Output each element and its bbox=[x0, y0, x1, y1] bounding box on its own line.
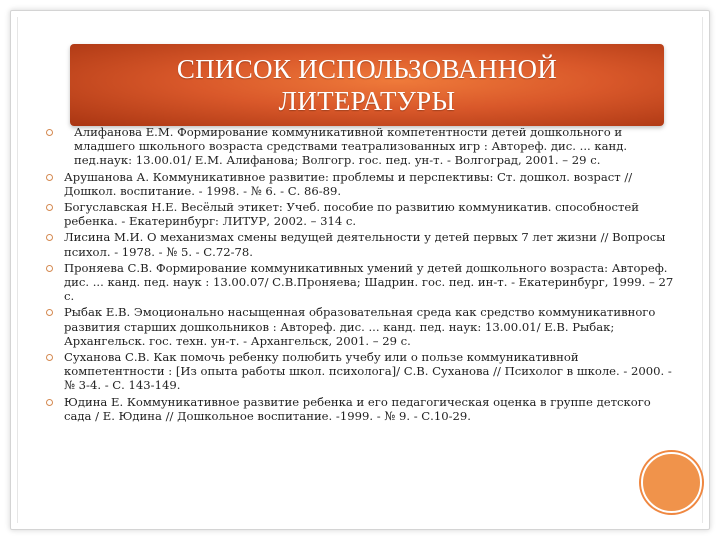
title-banner bbox=[70, 44, 664, 126]
reference-list bbox=[40, 125, 680, 425]
bullet-circle-icon bbox=[46, 354, 53, 361]
reference-item bbox=[40, 350, 680, 393]
reference-text: Арушанова А. Коммуникативное развитие: проблемы и перспективы: Ст. дошкол. возраст // Дошкол. воспитание. - 1998. - № 6. - С. 86-89. bbox=[64, 169, 633, 198]
reference-text: Алифанова Е.М. Формирование коммуникативной компетентности детей дошкольного и младшего школьного возраста средствами театрализованных игр : Автореф. дис. ... канд. пед.наук: 13.00.01/ Е.М. Алифанова; Волгогр. гос. пед. ун-т. - Волгоград, 2001. – 29 с. bbox=[74, 125, 628, 168]
reference-text: Лисина М.И. О механизмах смены ведущей деятельности у детей первых 7 лет жизни // Вопросы психол. - 1978. - № 5. - С.72-78. bbox=[64, 230, 666, 259]
bullet-circle-icon bbox=[46, 129, 53, 136]
reference-item bbox=[40, 395, 680, 423]
bullet-circle-icon bbox=[46, 234, 53, 241]
reference-text: Богуславская Н.Е. Весёлый этикет: Учеб. пособие по развитию коммуникатив. способностей ребенка. - Екатеринбург: ЛИТУР, 2002. – 314 с. bbox=[64, 200, 639, 229]
reference-item bbox=[40, 125, 680, 168]
bullet-circle-icon bbox=[46, 265, 53, 272]
bullet-circle-icon bbox=[46, 399, 53, 406]
reference-item bbox=[40, 230, 680, 258]
bullet-circle-icon bbox=[46, 309, 53, 316]
reference-item bbox=[40, 305, 680, 348]
reference-text: Суханова С.В. Как помочь ребенку полюбить учебу или о пользе коммуникативной компетентности : [Из опыта работы школ. психолога]/ С.В. Суханова // Психолог в школе. - 2000. - № 3-4. - С. 143-149. bbox=[64, 350, 672, 393]
reference-item bbox=[40, 170, 680, 198]
reference-item bbox=[40, 200, 680, 228]
reference-text: Проняева С.В. Формирование коммуникативных умений у детей дошкольного возраста: Автореф. дис. ... канд. пед. наук : 13.00.07/ С.В.Проняева; Шадрин. гос. пед. ин-т. - Екатеринбург, 1999. – 27 с. bbox=[64, 260, 674, 304]
decorative-circle bbox=[641, 452, 702, 513]
reference-text: Рыбак Е.В. Эмоционально насыщенная образовательная среда как средство коммуникативного развития старших дошкольников : Автореф. дис. ... канд. пед. наук: 13.00.01/ Е.В. Рыбак; Архангельск. гос. техн. ун-т. - Архангельск, 2001. – 29 с. bbox=[64, 305, 656, 348]
reference-text: Юдина Е. Коммуникативное развитие ребенка и его педагогическая оценка в группе детского сада / Е. Юдина // Дошкольное воспитание. -1999. - № 9. - С.10-29. bbox=[64, 394, 651, 423]
bullet-circle-icon bbox=[46, 204, 53, 211]
page-title-line-2: ЛИТЕРАТУРЫ bbox=[278, 86, 456, 116]
reference-item bbox=[40, 261, 680, 304]
bullet-circle-icon bbox=[46, 174, 53, 181]
page-title-line-1: СПИСОК ИСПОЛЬЗОВАННОЙ bbox=[176, 54, 558, 84]
